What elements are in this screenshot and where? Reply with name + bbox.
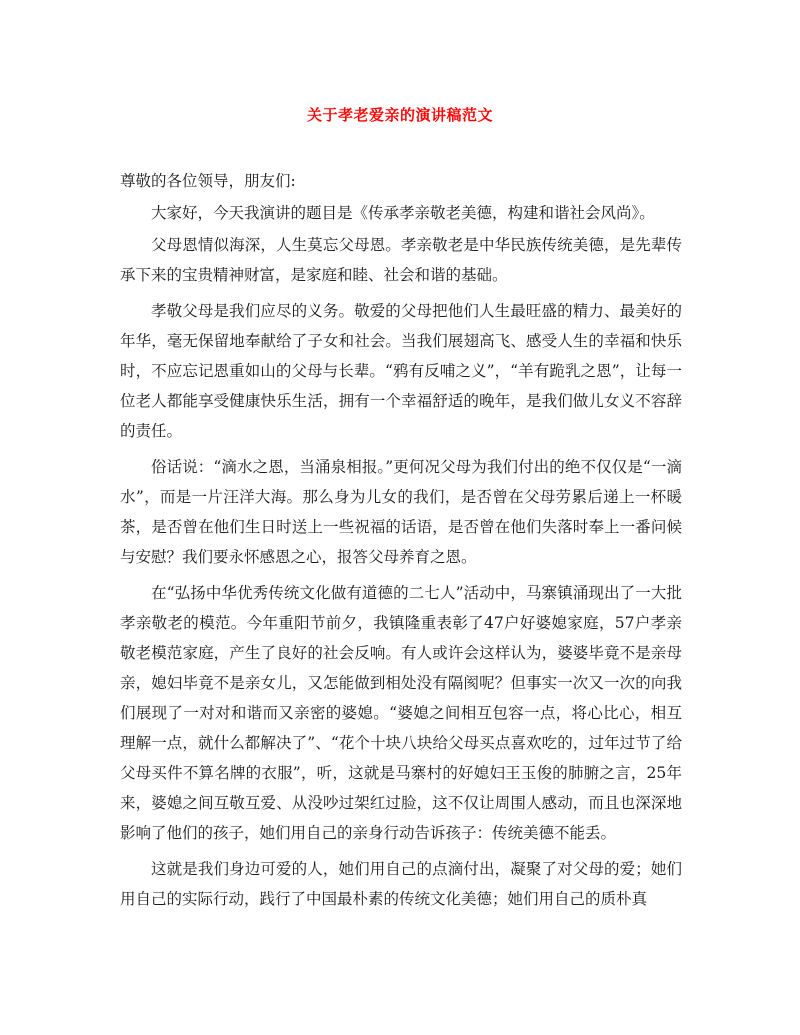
document-title: 关于孝老爱亲的演讲稿范文: [306, 106, 493, 124]
document-body: [120, 166, 682, 920]
paragraph-1: 大家好，今天我演讲的题目是《传承孝亲敬老美德，构建和谐社会风尚》。: [151, 204, 655, 222]
paragraph-2: 父母恩情似海深，人生莫忘父母恩。孝亲敬老是中华民族传统美德，是先辈传承下来的宝贵精神财富，是家庭和睦、社会和谐的基础。: [120, 236, 682, 284]
paragraph-3: 孝敬父母是我们应尽的义务。敬爱的父母把他们人生最旺盛的精力、最美好的年华，毫无保留地奉献给了子女和社会。当我们展翅高飞、感受人生的幸福和快乐时，不应忘记恩重如山的父母与长辈。“鸦有反哺之义”，“羊有跪乳之恩”，让每一位老人都能享受健康快乐生活，拥有一个幸福舒适的晚年，是我们做儿女义不容辞的责任。: [120, 302, 682, 440]
paragraph-4: 俗话说：“滴水之恩，当涌泉相报。”更何况父母为我们付出的绝不仅仅是“一滴水”，而是一片汪洋大海。那么身为儿女的我们，是否曾在父母劳累后递上一杯暖茶，是否曾在他们生日时送上一些祝福的话语，是否曾在他们失落时奉上一番问候与安慰？我们要永怀感恩之心，报答父母养育之恩。: [120, 458, 682, 566]
salutation: 尊敬的各位领导，朋友们:: [120, 172, 296, 190]
paragraph-6: 这就是我们身边可爱的人，她们用自己的点滴付出，凝聚了对父母的爱；她们用自己的实际行动，践行了中国最朴素的传统文化美德；她们用自己的质朴真: [120, 860, 682, 908]
paragraph-5: 在“弘扬中华优秀传统文化做有道德的二七人”活动中，马寨镇涌现出了一大批孝亲敬老的模范。今年重阳节前夕，我镇隆重表彰了47户好婆媳家庭，57户孝亲敬老模范家庭，产生了良好的社会反响。有人或许会这样认为，婆婆毕竟不是亲母亲，媳妇毕竟不是亲女儿，又怎能做到相处没有隔阂呢？但事实一次又一次的向我们展现了一对对和谐而又亲密的婆媳。“婆媳之间相互包容一点，将心比心，相互理解一点，就什么都解决了”、“花个十块八块给父母买点喜欢吃的，过年过节了给父母买件不算名牌的衣服”，听，这就是马寨村的好媳妇王玉俊的肺腑之言，25年来，婆媳之间互敬互爱、从没吵过架红过脸，这不仅让周围人感动，而且也深深地影响了他们的孩子，她们用自己的亲身行动告诉孩子：传统美德不能丢。: [120, 584, 682, 842]
